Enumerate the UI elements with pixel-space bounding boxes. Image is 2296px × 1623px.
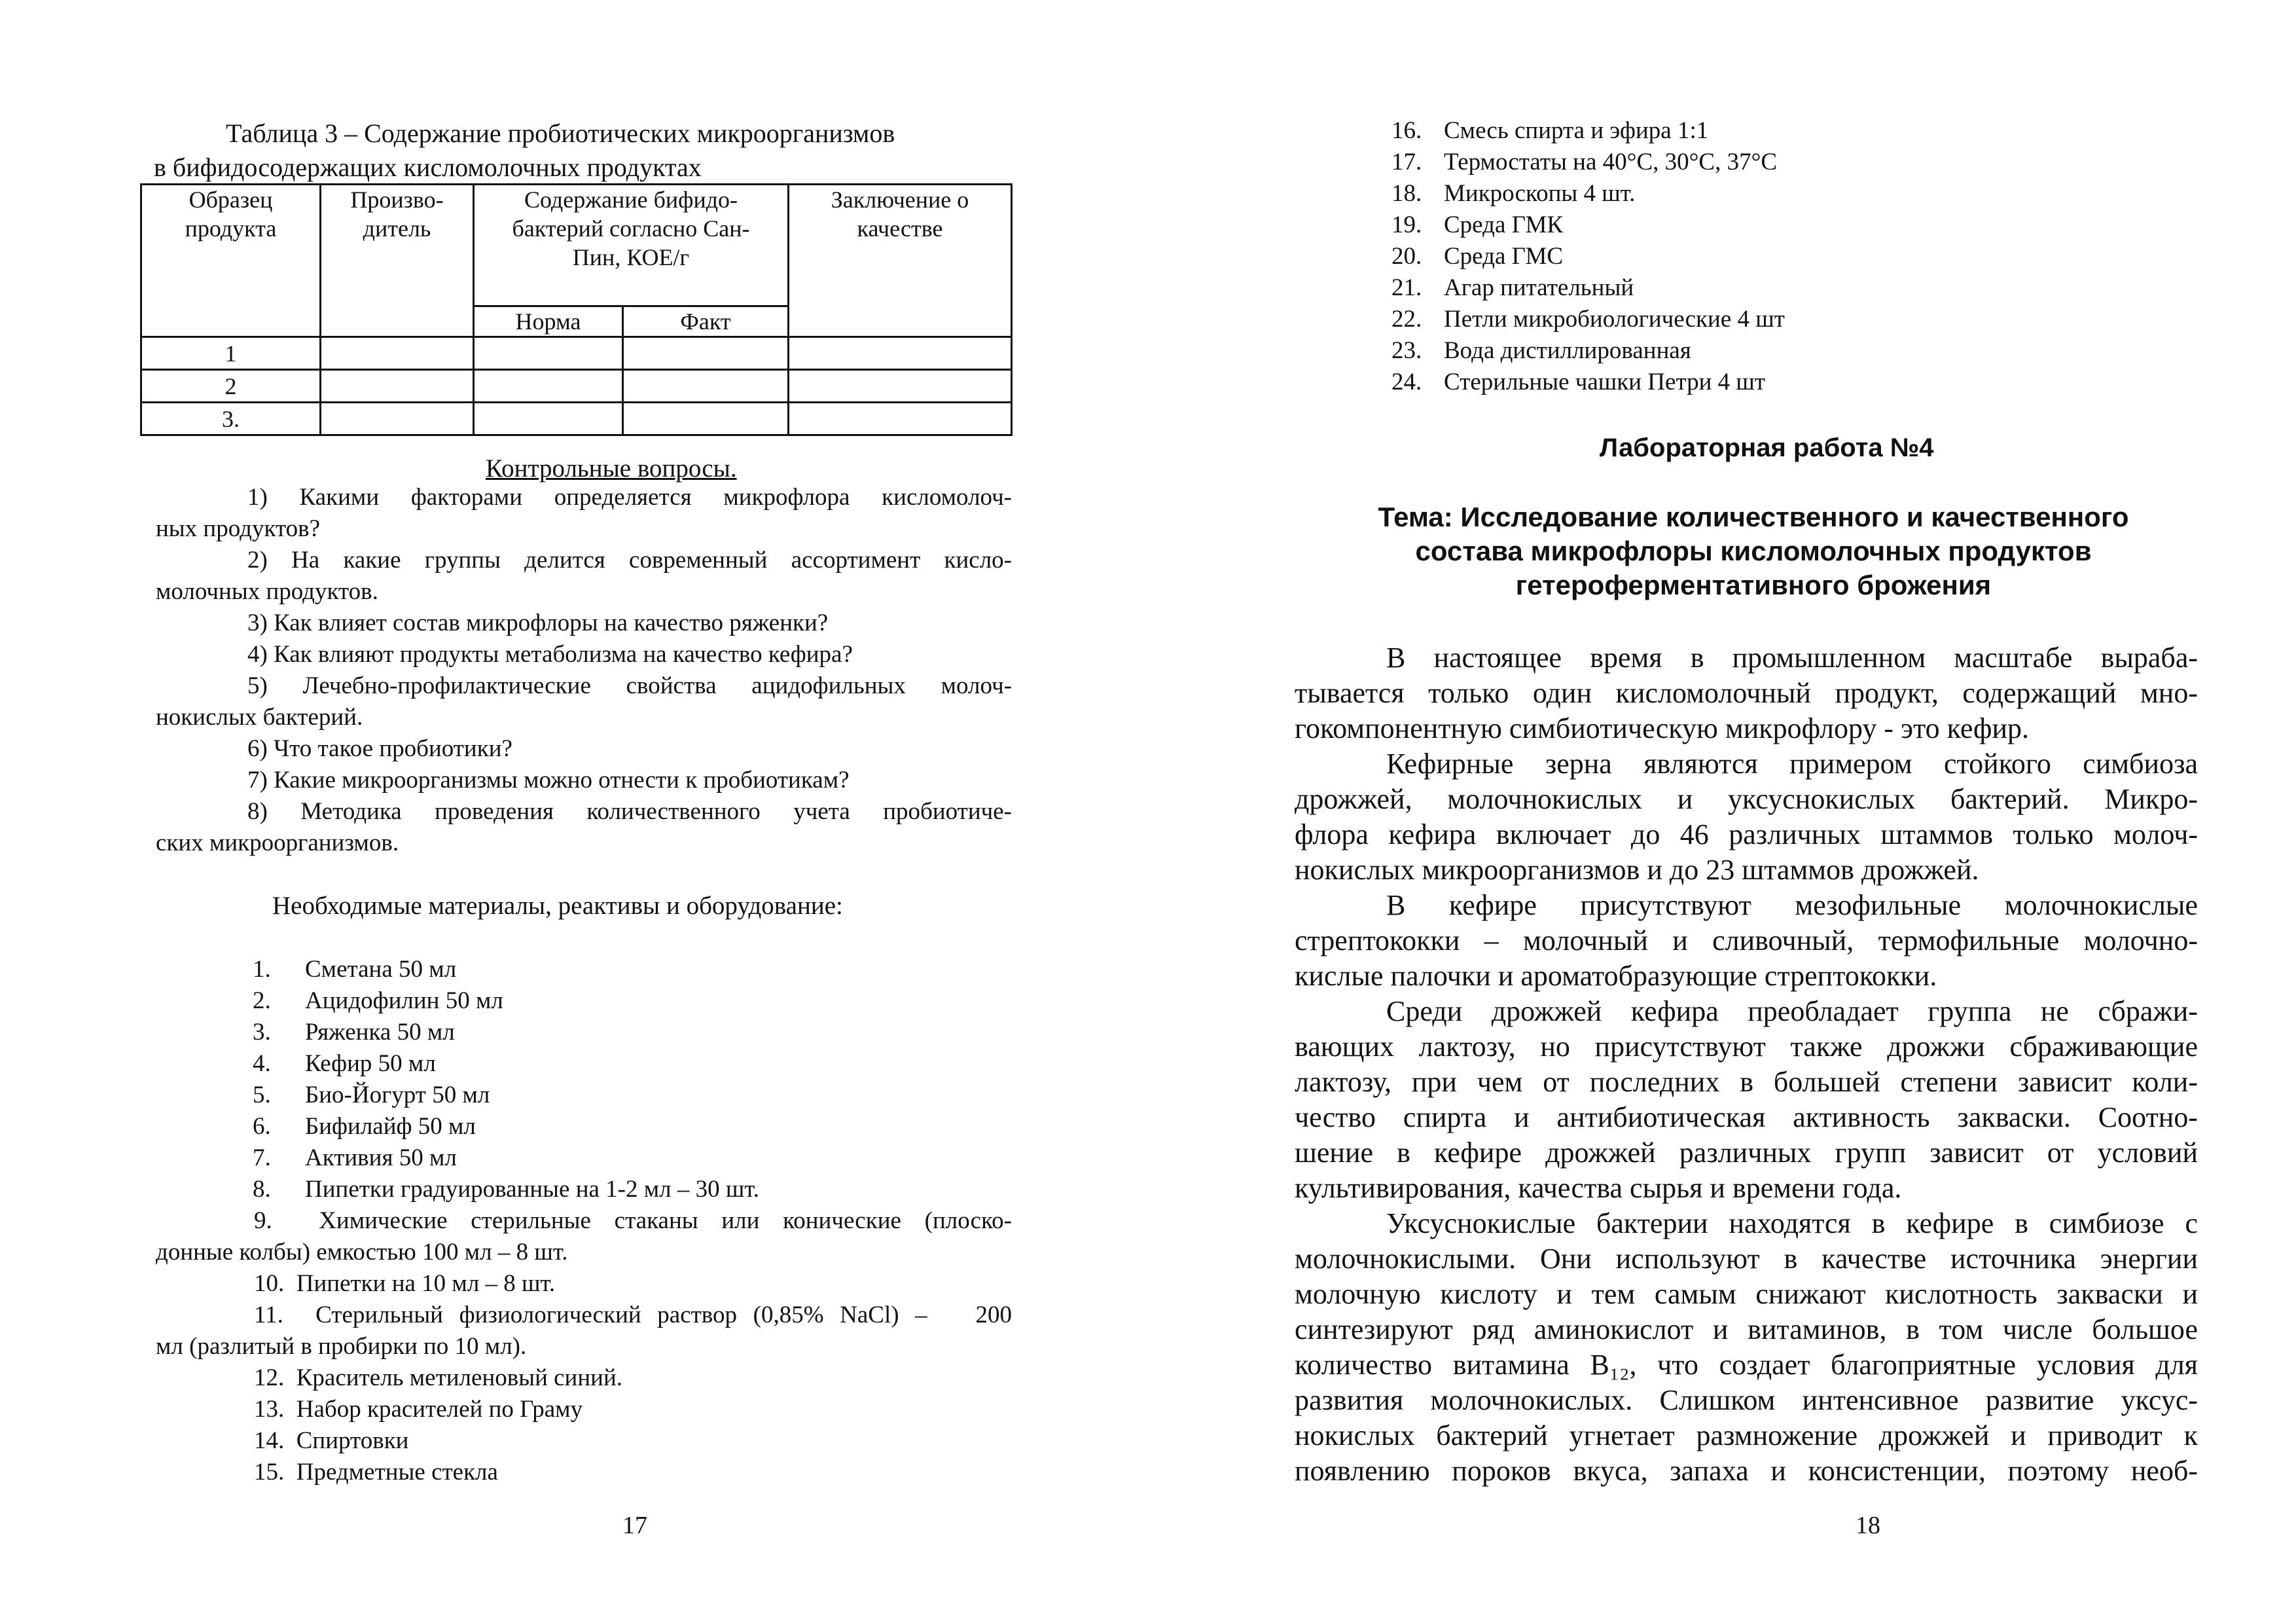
question-line: 1) Какими факторами определяется микрофлора кисломолоч- [247,484,1012,511]
paragraph-line: стрептококки – молочный и сливочный, термофильные молочно- [1295,924,2198,957]
list-item [1391,241,1981,272]
list-item [1391,178,1981,210]
list-text: Бифилайф 50 мл [305,1113,476,1140]
paragraph-line: Уксуснокислые бактерии находятся в кефире в симбиозе с [1386,1207,2198,1239]
list-line: 14. Спиртовки [254,1427,409,1454]
list-item [156,1394,1012,1425]
paragraph-line: Среди дрожжей кефира преобладает группа не сбражи- [1386,995,2198,1027]
list-line: 11. Стерильный физиологический раствор (0,85% NaCl) – 200 [254,1302,1012,1328]
list-item [1391,272,1981,304]
table-cell [474,337,623,370]
list-number: 17. [1391,149,1422,175]
header-producer-line: дитель [363,215,431,242]
paragraph-line: кислые палочки и ароматобразующие стрептококки. [1295,960,1937,992]
paragraph-line: тывается только один кисломолочный продукт, содержащий мно- [1295,677,2198,709]
questions-list [156,482,1012,859]
row-number: 2 [141,370,321,403]
list-line: 12. Краситель метиленовый синий. [254,1364,623,1391]
list-item [156,1268,1012,1300]
list-item [253,1017,1012,1048]
list-item [1391,335,1981,367]
list-text: Био-Йогурт 50 мл [305,1082,490,1108]
paragraph-line: культивирования, качества сырья и времени года. [1295,1172,1902,1204]
table-cell [321,370,474,403]
list-item [156,1457,1012,1488]
table-cell [623,370,789,403]
question-item [156,608,1012,639]
question-line: 3) Как влияет состав микрофлоры на качество ряженки? [247,610,829,636]
list-text: Ряженка 50 мл [305,1019,455,1046]
list-text: Пипетки градуированные на 1-2 мл – 30 шт. [305,1176,760,1203]
table-cell [623,403,789,435]
table-row [141,337,1012,370]
question-line: 8) Методика проведения количественного учета пробиотиче- [247,798,1012,825]
paragraph [1295,746,2198,888]
paragraph-line: появлению пороков вкуса, запаха и консистенции, поэтому необ- [1295,1455,2198,1487]
question-item [156,639,1012,670]
header-sample-line: продукта [185,215,277,242]
list-item [253,954,1012,985]
table-row [141,370,1012,403]
header-conclusion-line: Заключение о [831,187,969,213]
list-number: 23. [1391,337,1422,364]
row-number: 1 [141,337,321,370]
question-item [156,796,1012,859]
paragraph-line: В настоящее время в промышленном масштабе выраба- [1386,642,2198,674]
list-item [253,1048,1012,1080]
list-number: 16. [1391,117,1422,144]
lab-title: Лабораторная работа №4 [1600,433,1934,462]
question-line: 2) На какие группы делится современный ассортимент кисло- [247,547,1012,574]
paragraph-line: молочную кислоту и тем самым снижают кислотность закваски и [1295,1278,2198,1310]
list-number: 2. [253,987,271,1014]
row-number: 3. [141,403,321,435]
header-norm: Норма [474,306,623,337]
paragraph [1295,1206,2198,1489]
question-line: 7) Какие микроорганизмы можно отнести к пробиотикам? [247,767,850,793]
list-item [253,1111,1012,1142]
list-item [156,1300,1012,1362]
list-item [253,1142,1012,1174]
list-text: Стерильные чашки Петри 4 шт [1444,369,1766,395]
list-line: 10. Пипетки на 10 мл – 8 шт. [254,1270,556,1297]
list-line: 9. Химические стерильные стаканы или конические (плоско- [254,1207,1012,1234]
list-number: 8. [253,1176,271,1203]
header-sample [141,185,321,337]
list-number: 20. [1391,243,1422,270]
question-item [156,733,1012,765]
table-cell [623,337,789,370]
body-text [1295,640,2198,1489]
list-item [1391,115,1981,147]
list-item [253,985,1012,1017]
paragraph [1295,994,2198,1206]
table-caption-line-1: Таблица 3 – Содержание пробиотических микроорганизмов [226,119,895,148]
probiotics-table [140,183,1013,436]
paragraph [1295,640,2198,746]
list-item [1391,147,1981,178]
table-caption-line-2: в бифидосодержащих кисломолочных продуктах [154,153,702,182]
list-text: Ацидофилин 50 мл [305,987,503,1014]
list-item [156,1362,1012,1394]
list-item [1391,367,1981,398]
page-number: 17 [622,1512,647,1539]
list-line: 15. Предметные стекла [254,1459,498,1486]
question-line: ных продуктов? [156,515,321,542]
list-number: 7. [253,1144,271,1171]
header-sample-line: Образец [188,187,273,213]
list-number: 6. [253,1113,271,1140]
list-item [253,1174,1012,1205]
header-producer [321,185,474,337]
header-fact: Факт [623,306,789,337]
list-text: Среда ГМС [1444,243,1564,270]
paragraph-line: шение в кефире дрожжей различных групп зависит от условий [1295,1137,2198,1169]
question-item [156,670,1012,733]
header-content-line: Пин, КОЕ/г [572,244,690,270]
question-item [156,765,1012,796]
list-item [1391,210,1981,241]
questions-title: Контрольные вопросы. [486,454,737,483]
list-item [156,1205,1012,1268]
list-text: Активия 50 мл [305,1144,457,1171]
list-number: 18. [1391,180,1422,207]
list-number: 4. [253,1050,271,1077]
list-text: Термостаты на 40°С, 30°С, 37°С [1444,149,1778,175]
header-content-line: Содержание бифидо- [524,187,738,213]
list-number: 3. [253,1019,271,1046]
list-text: Сметана 50 мл [305,956,457,983]
header-content-line: бактерий согласно Сан- [512,215,750,242]
table-cell [474,370,623,403]
list-text: Кефир 50 мл [305,1050,436,1077]
question-line: 6) Что такое пробиотики? [247,735,512,762]
lab-theme-line: Тема: Исследование количественного и качественного [1378,501,2129,532]
paragraph-line: гокомпонентную симбиотическую микрофлору - это кефир. [1295,712,2030,744]
header-conclusion-line: качестве [857,215,943,242]
list-text: Смесь спирта и эфира 1:1 [1444,117,1709,144]
list-item [1391,304,1981,335]
paragraph-line: В кефире присутствуют мезофильные молочнокислые [1386,889,2198,921]
materials-list [253,954,1012,1205]
paragraph-line: лактозу, при чем от последних в большей степени зависит коли- [1295,1066,2198,1098]
paragraph-line: молочнокислыми. Они используют в качестве источника энергии [1295,1243,2198,1275]
list-line: мл (разлитый в пробирки по 10 мл). [156,1333,527,1360]
materials-title: Необходимые материалы, реактивы и оборудование: [272,892,843,920]
question-line: ских микроорганизмов. [156,830,399,856]
paragraph-line: нокислых бактерий угнетает размножение дрожжей и приводит к [1295,1419,2198,1451]
page-number: 18 [1856,1512,1880,1539]
table-cell [789,403,1012,435]
question-line: 5) Лечебно-профилактические свойства ацидофильных молоч- [247,672,1012,699]
paragraph-line: количество витамина B₁₂, что создает благоприятные условия для [1295,1349,2198,1381]
paragraph-line: Кефирные зерна являются примером стойкого симбиоза [1386,748,2198,780]
paragraph-line: синтезируют ряд аминокислот и витаминов, в том числе большое [1295,1313,2198,1345]
question-line: 4) Как влияют продукты метаболизма на качество кефира? [247,641,853,668]
list-number: 19. [1391,211,1422,238]
question-item [156,545,1012,608]
header-content [474,185,789,306]
table-row [141,403,1012,435]
list-item [156,1425,1012,1457]
question-line: молочных продуктов. [156,578,378,605]
list-line: 13. Набор красителей по Граму [254,1396,583,1423]
lab-theme [1279,500,2228,602]
list-number: 21. [1391,274,1422,301]
table-cell [789,370,1012,403]
list-text: Микроскопы 4 шт. [1444,180,1636,207]
table-cell [321,403,474,435]
paragraph-line: нокислых микроорганизмов и до 23 штаммов дрожжей. [1295,854,1979,886]
list-text: Среда ГМК [1444,211,1564,238]
paragraph [1295,888,2198,994]
table-cell [789,337,1012,370]
header-producer-line: Произво- [350,187,444,213]
right-page [1148,0,2296,1623]
question-item [156,482,1012,545]
paragraph-line: чество спирта и антибиотическая активность закваски. Соотно- [1295,1101,2198,1133]
paragraph-line: вающих лактозу, но присутствуют также дрожжи сбраживающие [1295,1030,2198,1063]
table-cell [474,403,623,435]
paragraph-line: флора кефира включает до 46 различных штаммов только молоч- [1295,818,2198,850]
question-line: нокислых бактерий. [156,704,363,731]
lab-theme-line: состава микрофлоры кисломолочных продуктов [1415,536,2092,566]
list-text: Агар питательный [1444,274,1634,301]
list-text: Вода дистиллированная [1444,337,1691,364]
list-number: 22. [1391,306,1422,333]
header-conclusion [789,185,1012,337]
list-line: донные колбы) емкостью 100 мл – 8 шт. [156,1239,568,1266]
paragraph-line: развития молочнокислых. Слишком интенсивное развитие уксус- [1295,1384,2198,1416]
materials-list-continued [1391,115,1981,398]
list-number: 24. [1391,369,1422,395]
table-cell [321,337,474,370]
paragraph-line: дрожжей, молочнокислых и уксуснокислых бактерий. Микро- [1295,783,2198,815]
list-number: 5. [253,1082,271,1108]
table-caption [154,117,1024,185]
list-item [253,1080,1012,1111]
lab-theme-line: гетероферментативного брожения [1515,570,1992,600]
list-text: Петли микробиологические 4 шт [1444,306,1785,333]
materials-list-wrapped [156,1205,1012,1488]
list-number: 1. [253,956,271,983]
